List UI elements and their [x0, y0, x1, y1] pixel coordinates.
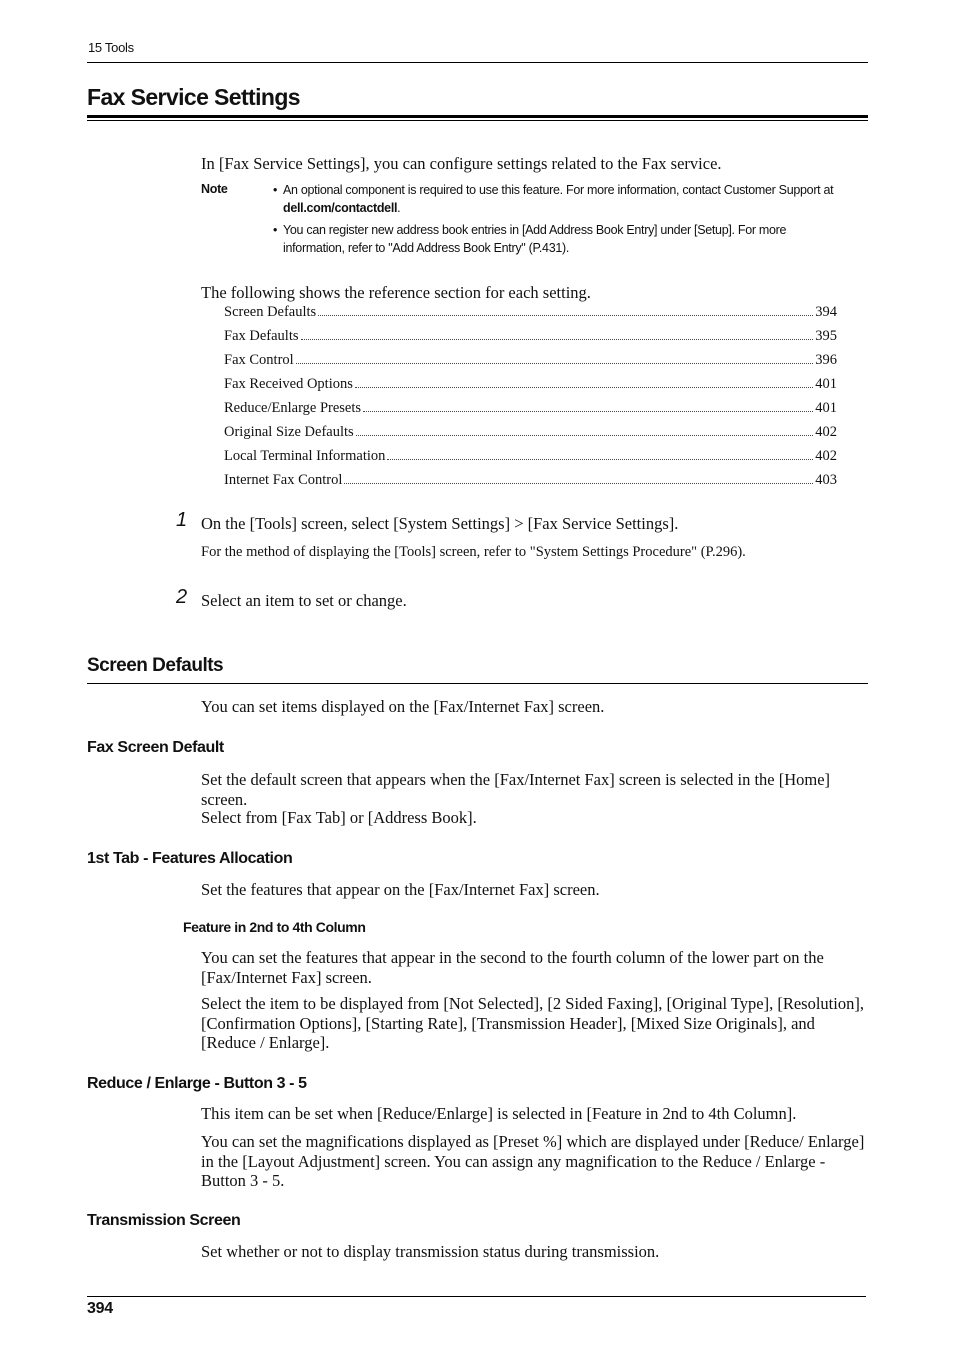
heading-first-tab: 1st Tab - Features Allocation	[87, 850, 293, 867]
footer-rule	[87, 1296, 866, 1297]
title-rule-thin	[87, 120, 868, 121]
transmission-p1: Set whether or not to display transmission status during transmission.	[201, 1242, 660, 1261]
toc-item[interactable]: Reduce/Enlarge Presets 401	[224, 400, 837, 416]
heading-reduce-enlarge: Reduce / Enlarge - Button 3 - 5	[87, 1075, 307, 1092]
note-item-2: • You can register new address book entries in [Add Address Book Entry] under [Setup]. For more information, refer to "Add Address Book Entry" (P.431).	[273, 223, 787, 255]
bullet-icon: •	[273, 223, 278, 237]
page-title: Fax Service Settings	[87, 84, 300, 110]
toc-item[interactable]: Internet Fax Control 403	[224, 472, 837, 488]
first-tab-p1: Set the features that appear on the [Fax/Internet Fax] screen.	[201, 880, 600, 899]
reduce-enlarge-p1: This item can be set when [Reduce/Enlarge] is selected in [Feature in 2nd to 4th Column].	[201, 1104, 797, 1123]
intro-text: In [Fax Service Settings], you can configure settings related to the Fax service.	[201, 154, 722, 173]
step-1-subtext: For the method of displaying the [Tools] screen, refer to "System Settings Procedure" (P.296).	[201, 544, 746, 560]
support-link[interactable]: dell.com/contactdell	[283, 201, 398, 215]
fax-screen-default-p1: Set the default screen that appears when the [Fax/Internet Fax] screen is selected in the [Home] screen.	[201, 770, 831, 809]
toc-item[interactable]: Fax Received Options 401	[224, 376, 837, 392]
toc-item[interactable]: Local Terminal Information 402	[224, 448, 837, 464]
section-heading-screen-defaults: Screen Defaults	[87, 655, 224, 676]
step-2-text: Select an item to set or change.	[201, 591, 407, 610]
step-number-1: 1	[176, 509, 188, 531]
header-rule	[87, 62, 868, 63]
feature-column-p2: Select the item to be displayed from [Not Selected], [2 Sided Faxing], [Original Type], [Resolution], [Confirmation Options], [Starting Rate], [Transmission Header], [Mixed Size Originals], and [Reduce / Enlarge].	[201, 994, 864, 1052]
note-label: Note	[201, 182, 228, 196]
toc-list	[224, 304, 837, 496]
page-number: 394	[87, 1300, 113, 1317]
toc-item[interactable]: Fax Control 396	[224, 352, 837, 368]
title-rule	[87, 115, 868, 118]
heading-transmission-screen: Transmission Screen	[87, 1212, 241, 1229]
screen-defaults-desc: You can set items displayed on the [Fax/Internet Fax] screen.	[201, 697, 605, 716]
fax-screen-default-p2: Select from [Fax Tab] or [Address Book].	[201, 808, 477, 827]
feature-column-p1: You can set the features that appear in the second to the fourth column of the lower part on the [Fax/Internet Fax] screen.	[201, 948, 824, 987]
toc-item[interactable]: Screen Defaults 394	[224, 304, 837, 320]
toc-item[interactable]: Original Size Defaults 402	[224, 424, 837, 440]
toc-item[interactable]: Fax Defaults 395	[224, 328, 837, 344]
note-item-1: • An optional component is required to use this feature. For more information, contact Customer Support at dell.com/contactdell.	[273, 183, 834, 215]
heading-feature-column: Feature in 2nd to 4th Column	[183, 919, 366, 935]
step-number-2: 2	[176, 586, 188, 608]
toc-intro: The following shows the reference section for each setting.	[201, 283, 591, 302]
running-header: 15 Tools	[88, 40, 134, 55]
bullet-icon: •	[273, 183, 278, 197]
step-1-text: On the [Tools] screen, select [System Settings] > [Fax Service Settings].	[201, 514, 679, 533]
heading-fax-screen-default: Fax Screen Default	[87, 739, 224, 756]
section-rule	[87, 683, 868, 684]
reduce-enlarge-p2: You can set the magnifications displayed as [Preset %] which are displayed under [Reduce/ Enlarge] in the [Layout Adjustment] screen. You can assign any magnification to the Reduce / Enlarge - Button 3 - 5.	[201, 1132, 865, 1190]
